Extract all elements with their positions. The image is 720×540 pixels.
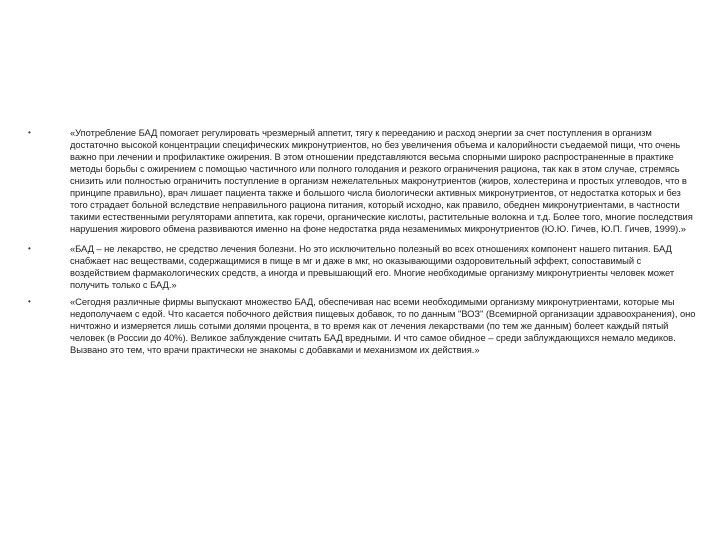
list-item	[28, 243, 696, 291]
paragraph-text: «Сегодня различные фирмы выпускают множество БАД, обеспечивая нас всеми необходимыми организму микронутриентами, которые мы недополучаем с едой. Что касается побочного действия пищевых добавок, то по данным "ВОЗ" (Всемирной организации здравоохранения), оно ничтожно и измеряется лишь сотыми долями процента, в то время как от лечения лекарствами (по тем же данным) болеет каждый пятый человек (в России до 40%). Великое заблуждение считать БАД вредными. И что самое обидное – среди заблуждающихся немало медиков. Вызвано это тем, что врачи практически не знакомы с добавками и механизмом их действия.»	[70, 296, 696, 355]
bullet-list	[28, 127, 696, 356]
list-item	[28, 127, 696, 235]
list-item	[28, 296, 696, 356]
bullet-icon: •	[28, 244, 31, 253]
paragraph-text: «БАД – не лекарство, не средство лечения болезни. Но это исключительно полезный во всех отношениях компонент нашего питания. БАД снабжает нас веществами, содержащимися в пище в мг и даже в мкг, но оказывающими оздоровительный эффект, сопоставимый с воздействием фармакологических средств, а иногда и превышающий его. Многие необходимые организму микронутриенты человек может получить только с БАД.»	[70, 243, 675, 290]
bullet-icon: •	[28, 128, 31, 137]
paragraph-text: «Употребление БАД помогает регулировать чрезмерный аппетит, тягу к перееданию и расход энергии за счет поступления в организм достаточно высокой концентрации специфических микронутриентов, но без увеличения объема и калорийности съедаемой пищи, что очень важно при лечении и профилактике ожирения. В этом отношении представляются весьма спорными широко распространенные в практике методы борьбы с ожирением с помощью частичного или полного голодания и резкого ограничения рациона, так как в этом случае, стремясь снизить или полностью ограничить поступление в организм нежелательных макронутриентов (жиров, холестерина и простых углеводов, что в принципе правильно), врач лишает пациента также и большого числа биологически активных микронутриентов, от недостатка которых и без того страдает больной вследствие неправильного рациона питания, который исходно, как правило, обеднен микронутриентами, в частности такими естественными регуляторами аппетита, как горечи, органические кислоты, растительные волокна и т.д. Более того, многие последствия нарушения жирового обмена развиваются именно на фоне недостатка ряда незаменимых микронутриентов (Ю.Ю. Гичев, Ю.П. Гичев, 1999).»	[70, 127, 693, 234]
bullet-icon: •	[28, 297, 31, 306]
